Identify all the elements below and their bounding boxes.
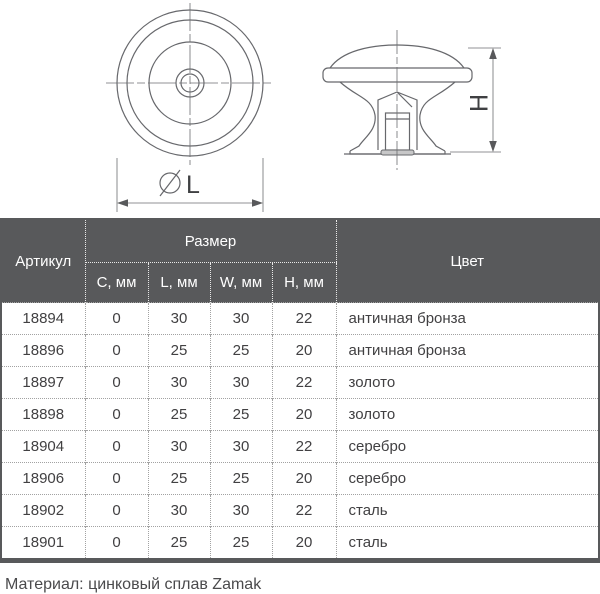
cell-article: 18906 [1,463,85,495]
cell-l: 30 [148,495,210,527]
cell-color: античная бронза [336,335,599,367]
cell-w: 25 [210,463,272,495]
cell-w: 25 [210,399,272,431]
diameter-dimension-label: L [186,171,200,199]
cell-c: 0 [85,367,148,399]
height-dimension-label: H [465,93,494,113]
table-row [1,303,599,335]
cell-color: античная бронза [336,303,599,335]
table-row [1,431,599,463]
cell-h: 20 [272,463,336,495]
column-header-h-mm: H, мм [272,263,336,303]
cell-l: 25 [148,335,210,367]
technical-drawings [0,0,600,218]
cell-c: 0 [85,495,148,527]
table-row [1,495,599,527]
column-header-c-mm: C, мм [85,263,148,303]
spec-table-header [1,219,599,303]
cell-article: 18897 [1,367,85,399]
cell-color: серебро [336,431,599,463]
height-dimension [450,48,501,152]
cell-color: серебро [336,463,599,495]
cell-color: сталь [336,495,599,527]
cell-w: 30 [210,431,272,463]
cell-h: 20 [272,399,336,431]
cell-h: 22 [272,303,336,335]
table-row [1,335,599,367]
cell-article: 18898 [1,399,85,431]
cell-l: 25 [148,463,210,495]
cell-c: 0 [85,335,148,367]
cell-l: 25 [148,527,210,561]
spec-table [0,218,600,563]
cell-l: 30 [148,431,210,463]
diameter-dimension [117,158,263,212]
table-row [1,527,599,561]
cell-color: сталь [336,527,599,561]
cell-c: 0 [85,527,148,561]
table-row [1,367,599,399]
spec-table-body [1,303,599,561]
column-header-w-mm: W, мм [210,263,272,303]
cell-c: 0 [85,399,148,431]
cell-color: золото [336,367,599,399]
knob-top-view-drawing [88,0,298,218]
cell-w: 25 [210,527,272,561]
screw-boss [378,92,417,155]
cell-h: 22 [272,367,336,399]
table-row [1,399,599,431]
cell-article: 18902 [1,495,85,527]
cell-article: 18904 [1,431,85,463]
cell-h: 20 [272,527,336,561]
column-group-size: Размер [85,219,336,263]
cell-w: 30 [210,367,272,399]
cell-w: 25 [210,335,272,367]
knob-side-view-drawing [300,0,545,218]
cell-w: 30 [210,303,272,335]
column-header-color: Цвет [336,219,599,303]
table-row [1,463,599,495]
cell-l: 30 [148,367,210,399]
cell-l: 25 [148,399,210,431]
cell-color: золото [336,399,599,431]
cell-c: 0 [85,463,148,495]
column-header-l-mm: L, мм [148,263,210,303]
diameter-symbol-icon [160,170,180,196]
cell-l: 30 [148,303,210,335]
material-note: Материал: цинковый сплав Zamak [5,576,262,593]
cell-w: 30 [210,495,272,527]
cell-h: 22 [272,431,336,463]
cell-article: 18894 [1,303,85,335]
cell-c: 0 [85,303,148,335]
cell-h: 22 [272,495,336,527]
cell-h: 20 [272,335,336,367]
knob-profile [323,45,472,154]
center-lines [106,3,274,165]
cell-article: 18896 [1,335,85,367]
cell-article: 18901 [1,527,85,561]
cell-c: 0 [85,431,148,463]
column-header-article: Артикул [1,219,85,303]
